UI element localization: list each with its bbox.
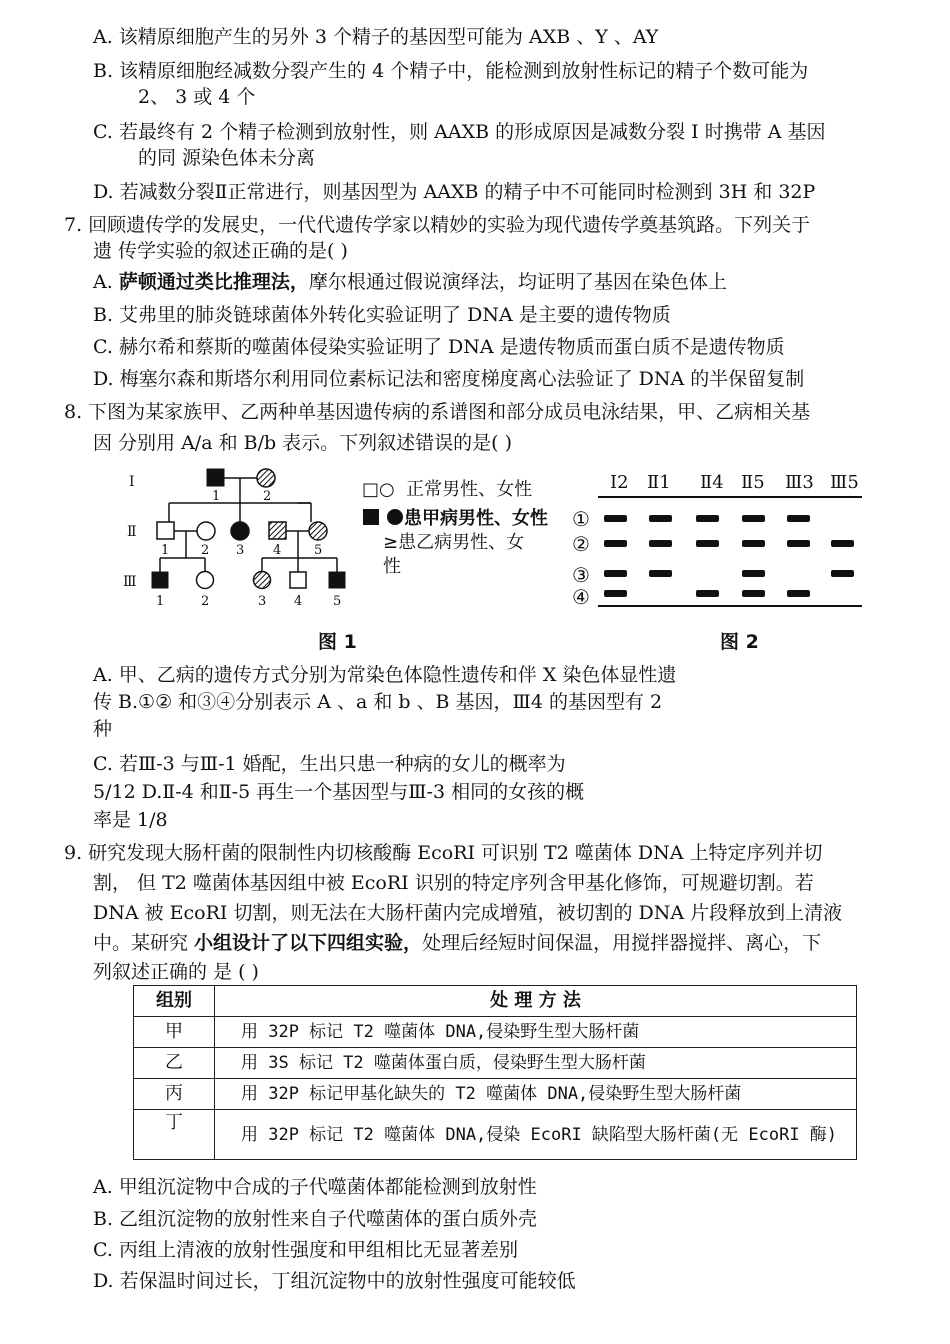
band [787, 540, 810, 547]
experiment-table [133, 985, 857, 1160]
q7-option-c: C. 赫尔希和蔡斯的噬菌体侵染实验证明了 DNA 是遗传物质而蛋白质不是遗传物质 [93, 336, 785, 358]
q9-stem-line4 [93, 931, 821, 955]
legend-jia [362, 507, 548, 531]
band [742, 540, 765, 547]
q8-option-a-line3: 种 [93, 718, 113, 740]
legend-jia-text: 患甲病男性、女性 [404, 508, 548, 529]
table-cell-method: 用 32P 标记甲基化缺失的 T2 噬菌体 DNA,侵染野生型大肠杆菌 [215, 1079, 857, 1110]
pedigree-II5 [309, 522, 327, 540]
electrophoresis-figure [568, 462, 868, 612]
num-II2: 2 [201, 543, 210, 558]
table-cell-group: 乙 [134, 1048, 215, 1079]
q9-stem-line1: 9. 研究发现大肠杆菌的限制性内切核酸酶 EcoRI 可识别 T2 噬菌体 DNA 上特定序列并切 [64, 842, 823, 864]
q7-option-d: D. 梅塞尔森和斯塔尔利用同位素标记法和密度梯度离心法验证了 DNA 的半保留复制 [93, 368, 805, 390]
q7-option-a-rest: 摩尔根通过假说演绎法，均证明了基因在染色体上 [308, 271, 727, 293]
figure1-caption: 图 1 [318, 631, 357, 653]
band [696, 515, 719, 522]
pedigree-III5 [329, 572, 345, 588]
lane-label-1: Ⅰ2 [610, 472, 629, 493]
legend-filled-symbols [362, 508, 404, 526]
q6-option-c-line1: C. 若最终有 2 个精子检测到放射性，则 AAXB 的形成原因是减数分裂 I 时携带 A 基因 [93, 121, 826, 143]
q7-option-a [93, 270, 727, 294]
pedigree-III1 [152, 572, 168, 588]
q9-option-a: A. 甲组沉淀物中合成的子代噬菌体都能检测到放射性 [93, 1176, 537, 1198]
q8-stem-line2: 因 分别用 A/a 和 B/b 表示。下列叙述错误的是( ) [93, 432, 513, 454]
band-label-1: ① [572, 507, 590, 531]
num-II5: 5 [314, 543, 323, 558]
band-label-4: ④ [572, 585, 590, 609]
band [831, 570, 854, 577]
q9-option-b: B. 乙组沉淀物的放射性来自子代噬菌体的蛋白质外壳 [93, 1208, 538, 1230]
pedigree-II1 [157, 522, 174, 539]
table-row [134, 1079, 857, 1110]
pedigree-II3 [231, 522, 249, 540]
table-row [134, 1048, 857, 1079]
table-cell-method: 用 3S 标记 T2 噬菌体蛋白质，侵染野生型大肠杆菌 [215, 1048, 857, 1079]
num-III2: 2 [201, 594, 210, 609]
num-III3: 3 [258, 594, 267, 609]
band [649, 570, 672, 577]
legend-yi-line2: 性 [383, 556, 401, 577]
num-III5: 5 [333, 594, 342, 609]
lane-label-3: Ⅱ4 [700, 472, 724, 493]
band-label-2: ② [572, 532, 590, 556]
lane-label-5: Ⅲ3 [785, 472, 814, 493]
table-header-group: 组别 [134, 986, 215, 1017]
band [604, 540, 627, 547]
pedigree-II2 [197, 522, 215, 540]
table-header-method: 处 理 方 法 [215, 986, 857, 1017]
table-row [134, 1017, 857, 1048]
table-header-row [134, 986, 857, 1017]
q7-option-b: B. 艾弗里的肺炎链球菌体外转化实验证明了 DNA 是主要的遗传物质 [93, 304, 671, 326]
table-cell-group: 丁 [134, 1110, 215, 1160]
band [787, 590, 810, 597]
num-II4: 4 [273, 543, 282, 558]
q9-stem-line3: DNA 被 EcoRI 切割，则无法在大肠杆菌内完成增殖，被切割的 DNA 片段释放到上清液 [93, 902, 843, 924]
band [742, 590, 765, 597]
legend-normal-symbols: □○ [362, 479, 395, 500]
q7-option-a-bold: 萨顿通过类比推理法， [118, 271, 309, 293]
table-cell-method: 用 32P 标记 T2 噬菌体 DNA,侵染 EcoRI 缺陷型大肠杆菌(无 EcoRI 酶) [215, 1110, 857, 1160]
q8-option-c-line3: 率是 1/8 [93, 809, 168, 831]
band [831, 540, 854, 547]
band [649, 540, 672, 547]
q9-stem4-a: 中。某研究 [93, 932, 195, 954]
pedigree-III2 [197, 572, 214, 589]
pedigree-I1 [207, 469, 224, 486]
q9-option-c: C. 丙组上清液的放射性强度和甲组相比无显著差别 [93, 1239, 518, 1261]
legend-normal-text: 正常男性、女性 [406, 479, 533, 500]
q8-option-a-line1: A. 甲、乙病的遗传方式分别为常染色体隐性遗传和伴 X 染色体显性遗 [93, 664, 677, 686]
gen-III-label: Ⅲ [123, 574, 137, 590]
q8-option-c-line2: 5/12 D.Ⅱ-4 和Ⅱ-5 再生一个基因型与Ⅲ-3 相同的女孩的概 [93, 781, 585, 803]
gen-II-label: Ⅱ [127, 524, 137, 540]
pedigree-III3 [254, 572, 271, 589]
num-I2: 2 [263, 489, 272, 504]
q7-option-a-prefix: A. [93, 271, 119, 293]
q9-stem-line5: 列叙述正确的 是 ( ) [93, 961, 259, 983]
band [742, 570, 765, 577]
num-II3: 3 [236, 543, 245, 558]
figure2-caption: 图 2 [720, 631, 759, 653]
band [696, 590, 719, 597]
q8-option-a-line2: 传 B.①② 和③④分别表示 A 、a 和 b 、B 基因，Ⅲ4 的基因型有 2 [93, 691, 663, 713]
table-cell-method: 用 32P 标记 T2 噬菌体 DNA,侵染野生型大肠杆菌 [215, 1017, 857, 1048]
pedigree-I2 [257, 469, 275, 487]
q9-stem4-c: 处理后经短时间保温，用搅拌器搅拌、离心，下 [422, 932, 822, 954]
num-I1: 1 [212, 489, 221, 504]
band [696, 540, 719, 547]
q6-option-c-line2: 的同 源染色体未分离 [138, 147, 316, 169]
pedigree-III4 [290, 572, 306, 588]
band-label-3: ③ [572, 563, 590, 587]
legend-normal [362, 478, 532, 502]
q6-option-b-line1: B. 该精原细胞经减数分裂产生的 4 个精子中，能检测到放射性标记的精子个数可能为 [93, 60, 809, 82]
q6-option-a: A. 该精原细胞产生的另外 3 个精子的基因型可能为 AXB 、Y 、AY [93, 26, 659, 48]
pedigree-figure [115, 458, 355, 613]
lane-label-4: Ⅱ5 [741, 472, 765, 493]
lane-label-6: Ⅲ5 [830, 472, 859, 493]
band [604, 590, 627, 597]
band [604, 515, 627, 522]
q7-stem-line1: 7. 回顾遗传学的发展史，一代代遗传学家以精妙的实验为现代遗传学奠基筑路。下列关于 [64, 214, 811, 236]
gen-I-label: Ⅰ [129, 474, 135, 490]
q8-stem-line1: 8. 下图为某家族甲、乙两种单基因遗传病的系谱图和部分成员电泳结果，甲、乙病相关基 [64, 401, 811, 423]
table-row [134, 1110, 857, 1160]
band [742, 515, 765, 522]
q7-stem-line2: 遗 传学实验的叙述正确的是( ) [93, 240, 348, 262]
legend-yi-line1: ≥患乙病男性、女 [383, 532, 525, 553]
band [604, 570, 627, 577]
q9-stem-line2: 割， 但 T2 噬菌体基因组中被 EcoRI 识别的特定序列含甲基化修饰，可规避切割。若 [93, 872, 814, 894]
q6-option-b-line2: 2、 3 或 4 个 [138, 86, 256, 108]
band [787, 515, 810, 522]
num-III4: 4 [294, 594, 303, 609]
q6-option-d: D. 若减数分裂Ⅱ正常进行，则基因型为 AAXB 的精子中不可能同时检测到 3H 和 32P [93, 181, 816, 203]
num-II1: 1 [161, 543, 170, 558]
pedigree-II4 [269, 522, 286, 539]
table-cell-group: 丙 [134, 1079, 215, 1110]
q9-stem4-bold: 小组设计了以下四组实验， [194, 932, 423, 954]
lane-label-2: Ⅱ1 [647, 472, 671, 493]
q8-option-c-line1: C. 若Ⅲ-3 与Ⅲ-1 婚配，生出只患一种病的女儿的概率为 [93, 753, 566, 775]
table-cell-group: 甲 [134, 1017, 215, 1048]
band [649, 515, 672, 522]
num-III1: 1 [156, 594, 165, 609]
q9-option-d: D. 若保温时间过长，丁组沉淀物中的放射性强度可能较低 [93, 1270, 576, 1292]
